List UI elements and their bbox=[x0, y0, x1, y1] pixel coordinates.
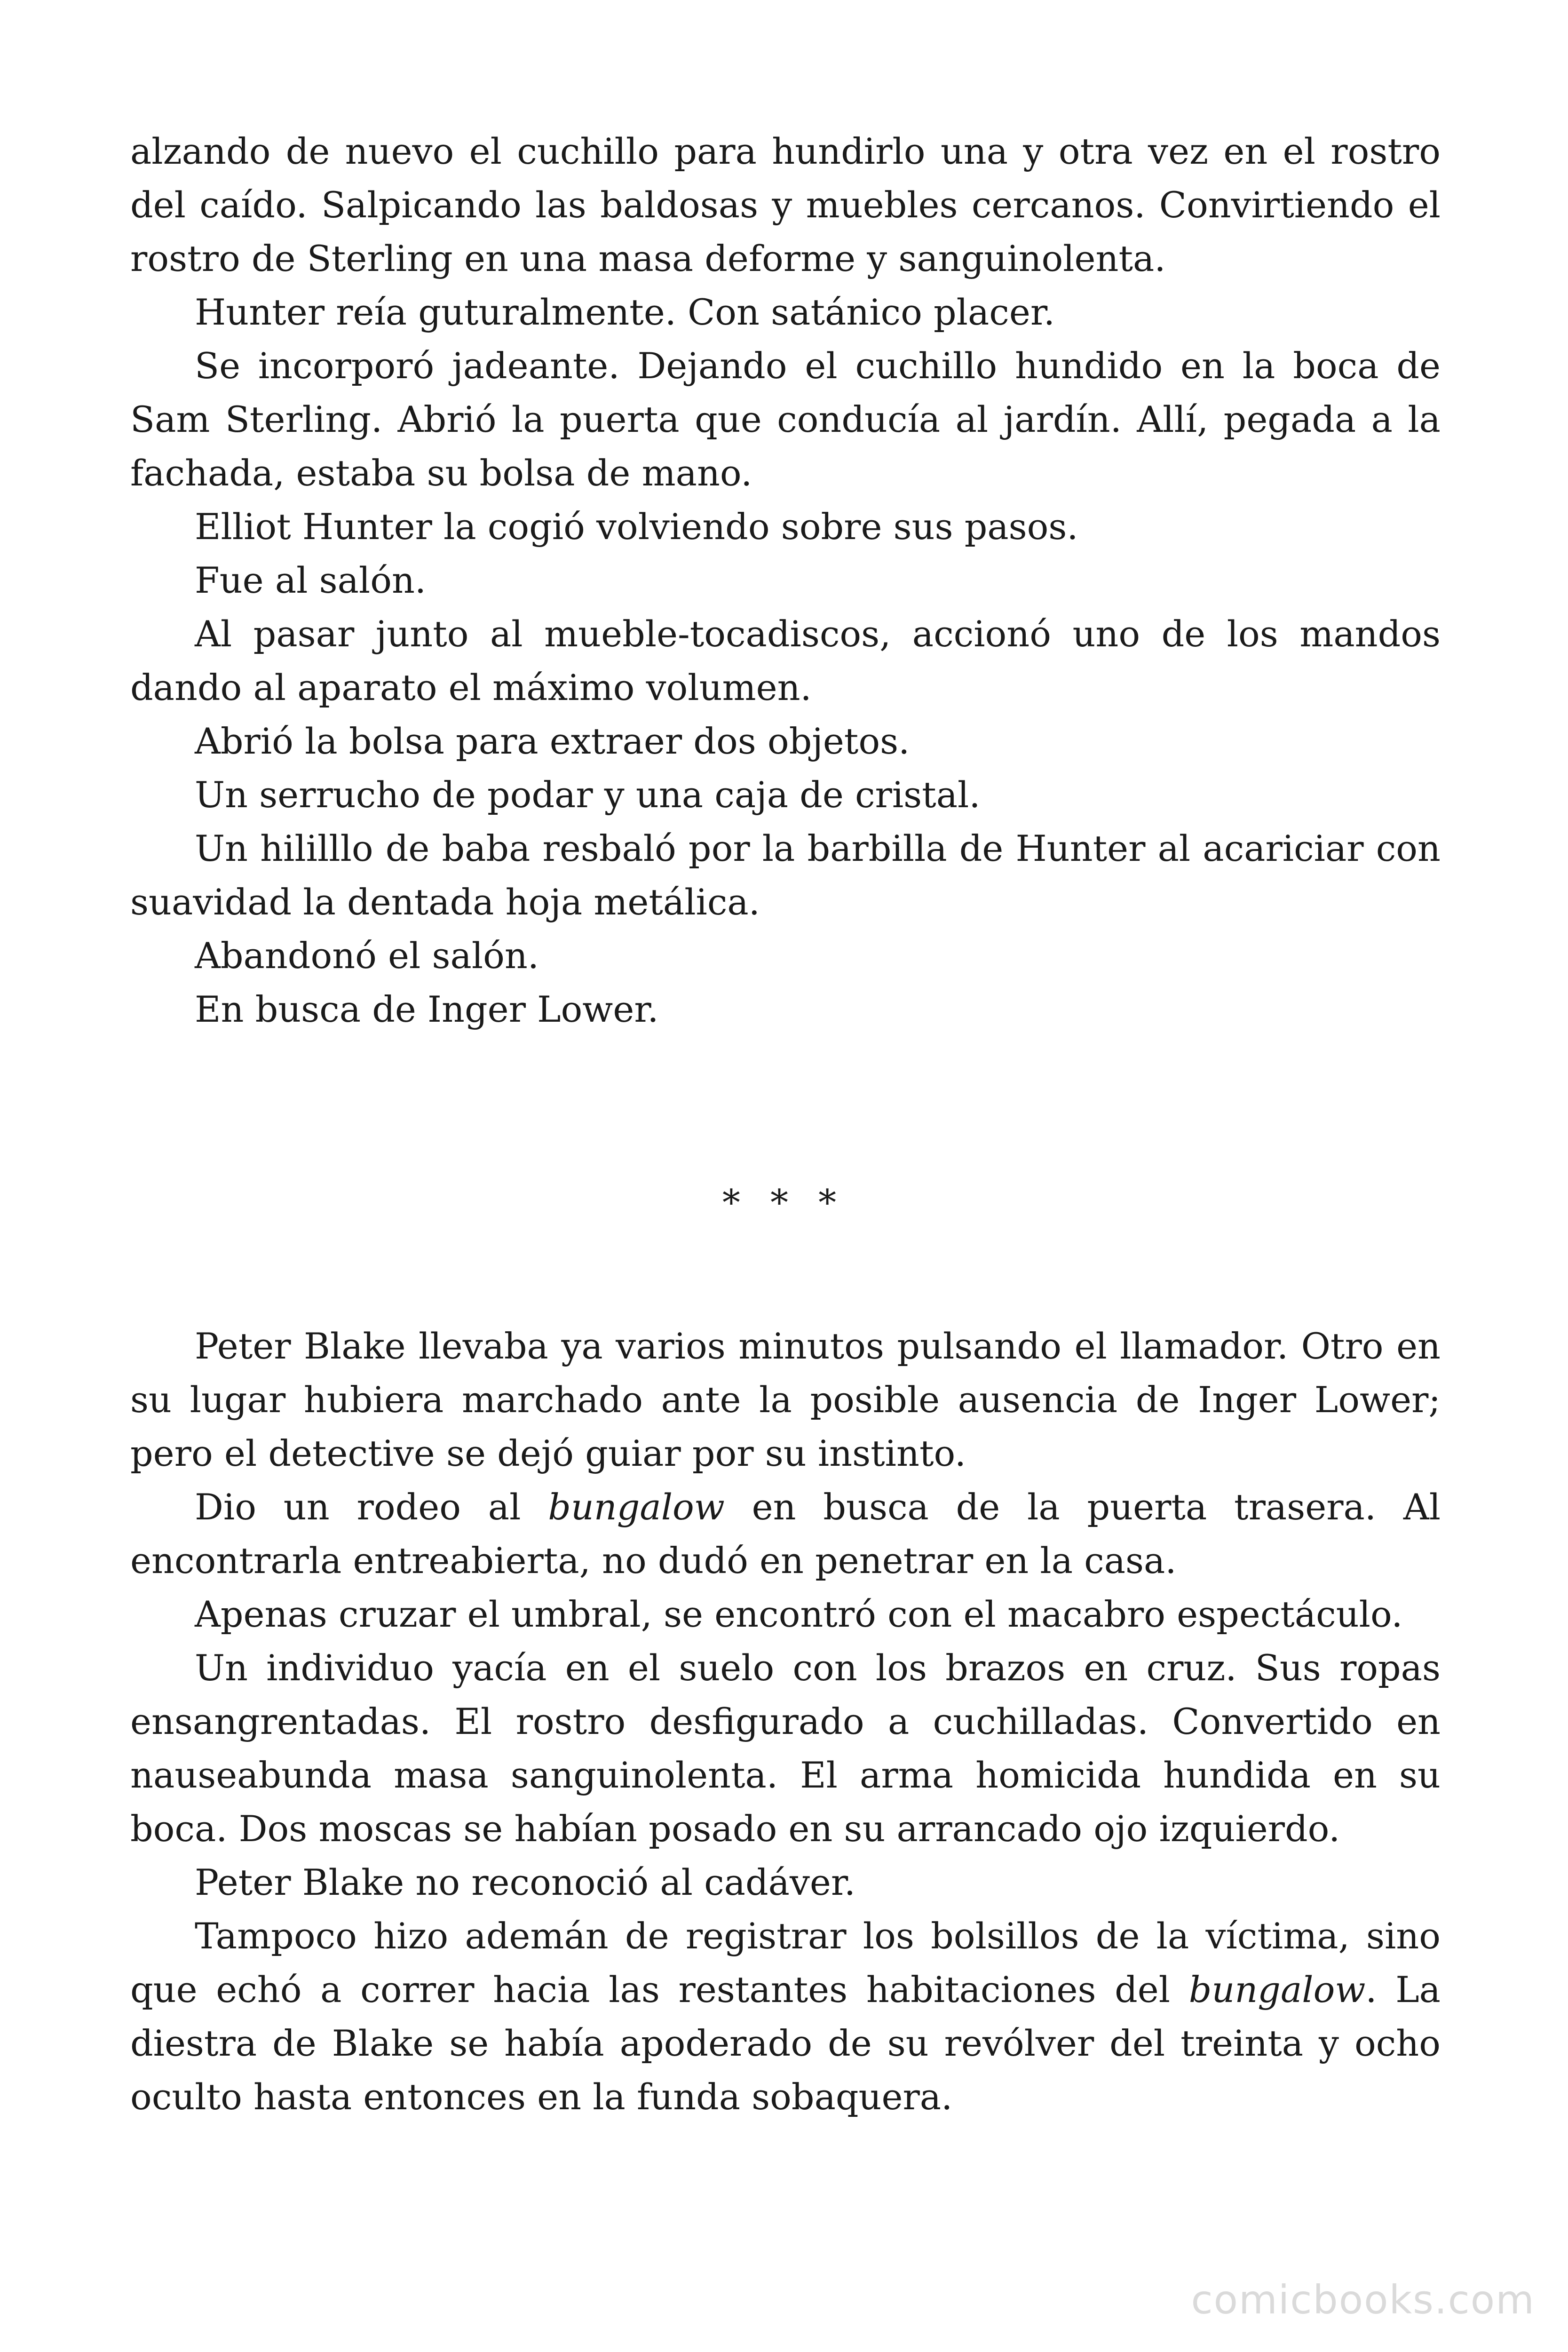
text-run: Dio un rodeo al bbox=[195, 1486, 548, 1528]
italic-text: bungalow bbox=[1188, 1969, 1366, 2010]
text-block-top bbox=[130, 125, 1441, 1036]
text-block-bottom bbox=[130, 1319, 1441, 2124]
paragraph: En busca de Inger Lower. bbox=[195, 988, 659, 1030]
paragraph: Abandonó el salón. bbox=[195, 935, 539, 977]
paragraph: Se incorporó jadeante. Dejando el cuchillo hundido en la boca de Sam Sterling. Abrió la puerta que conducía al jardín. Allí, pegada a la fachada, estaba su bolsa de mano. bbox=[130, 345, 1441, 494]
paragraph: Un hililllo de baba resbaló por la barbilla de Hunter al acariciar con suavidad la dentada hoja metálica. bbox=[130, 827, 1441, 923]
paragraph: Un serrucho de podar y una caja de cristal. bbox=[195, 774, 981, 816]
paragraph: Fue al salón. bbox=[195, 559, 427, 601]
paragraph: Peter Blake no reconoció al cadáver. bbox=[195, 1861, 855, 1903]
paragraph bbox=[130, 1909, 1441, 2124]
paragraph: Peter Blake llevaba ya varios minutos pulsando el llamador. Otro en su lugar hubiera marchado ante la posible ausencia de Inger Lower; pero el detective se dejó guiar por su instinto. bbox=[130, 1325, 1441, 1474]
paragraph: Al pasar junto al mueble-tocadiscos, accionó uno de los mandos dando al aparato el máximo volumen. bbox=[130, 613, 1441, 708]
italic-text: bungalow bbox=[548, 1486, 725, 1528]
watermark: comicbooks.com bbox=[1191, 2277, 1535, 2323]
paragraph: Abrió la bolsa para extraer dos objetos. bbox=[195, 720, 910, 762]
paragraph: Elliot Hunter la cogió volviendo sobre sus pasos. bbox=[195, 506, 1078, 548]
text-run: . La diestra de Blake se había apoderado de su revólver del treinta y ocho oculto hasta entonces en la funda sobaquera. bbox=[130, 1969, 1441, 2118]
text-run: Tampoco hizo ademán de registrar los bolsillos de la víctima, sino que echó a correr hacia las restantes habitaciones del bbox=[130, 1915, 1441, 2010]
paragraph bbox=[130, 1480, 1441, 1588]
paragraph: Un individuo yacía en el suelo con los brazos en cruz. Sus ropas ensangrentadas. El rostro desfigurado a cuchilladas. Convertido en nauseabunda masa sanguinolenta. El arma homicida hundida en su boca. Dos moscas se habían posado en su arrancado ojo izquierdo. bbox=[130, 1647, 1441, 1850]
section-separator: * * * bbox=[722, 1182, 846, 1224]
paragraph: Hunter reía guturalmente. Con satánico placer. bbox=[195, 291, 1055, 333]
text-run: en busca de la puerta trasera. Al encontrarla entreabierta, no dudó en penetrar en la casa. bbox=[130, 1486, 1441, 1581]
paragraph: Apenas cruzar el umbral, se encontró con el macabro espectáculo. bbox=[195, 1593, 1403, 1635]
paragraph-continuation: alzando de nuevo el cuchillo para hundirlo una y otra vez en el rostro del caído. Salpicando las baldosas y muebles cercanos. Convirtiendo el rostro de Sterling en una masa deforme y sanguinolenta. bbox=[130, 130, 1441, 279]
